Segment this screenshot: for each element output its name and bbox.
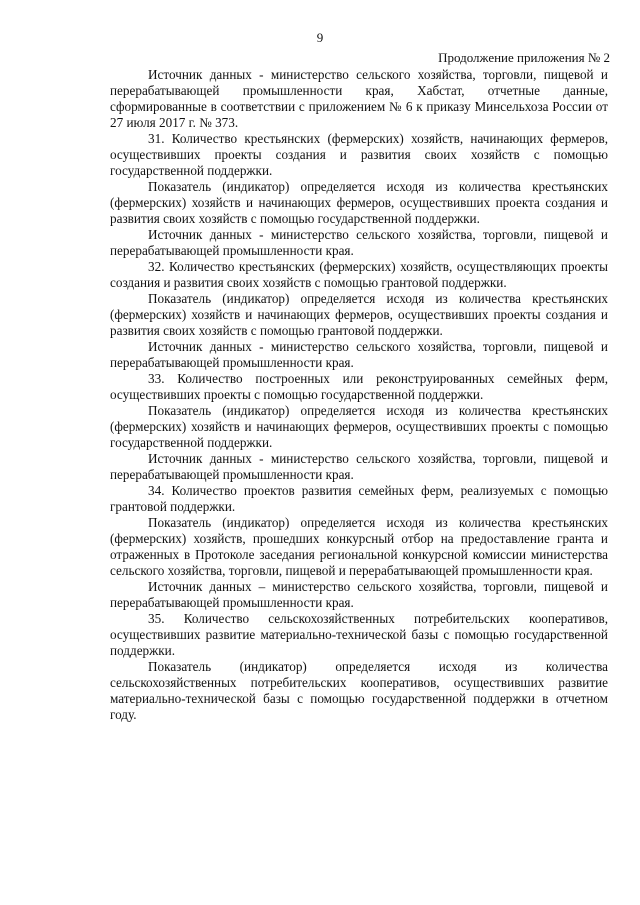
paragraph-indicator: Показатель (индикатор) определяется исходя из количества крестьянских (фермерских) хозяйств и начинающих фермеров, осуществивших проекты создания и развития своих хозяйств с помощью грантовой поддержки. — [110, 291, 608, 338]
paragraph-item-31: 31. Количество крестьянских (фермерских) хозяйств, начинающих фермеров, осуществивших проекты создания и развития своих хозяйств с помощью государственной поддержки. — [110, 131, 608, 178]
paragraph-indicator: Показатель (индикатор) определяется исходя из количества крестьянских (фермерских) хозяйств и начинающих фермеров, осуществивших проекта создания и развития своих хозяйств с помощью государственной поддержки. — [110, 179, 608, 226]
paragraph-item-34: 34. Количество проектов развития семейных ферм, реализуемых с помощью грантовой поддержки. — [110, 483, 608, 514]
paragraph-source: Источник данных - министерство сельского хозяйства, торговли, пищевой и перерабатывающей промышленности края. — [110, 451, 608, 482]
paragraph-source: Источник данных - министерство сельского хозяйства, торговли, пищевой и перерабатывающей промышленности края. — [110, 339, 608, 370]
paragraph-indicator: Показатель (индикатор) определяется исходя из количества крестьянских (фермерских) хозяйств и начинающих фермеров, осуществивших проекты с помощью государственной поддержки. — [110, 403, 608, 450]
paragraph-source: Источник данных – министерство сельского хозяйства, торговли, пищевой и перерабатывающей промышленности края. — [110, 579, 608, 610]
paragraph-source: Источник данных - министерство сельского хозяйства, торговли, пищевой и перерабатывающей промышленности края, Хабстат, отчетные данные, сформированные в соответствии с приложением № 6 к приказу Минсельхоза России от 27 июля 2017 г. № 373. — [110, 67, 608, 130]
paragraph-item-35: 35. Количество сельскохозяйственных потребительских кооперативов, осуществивших развитие материально-технической базы с помощью государственной поддержки. — [110, 611, 608, 658]
paragraph-source: Источник данных - министерство сельского хозяйства, торговли, пищевой и перерабатывающей промышленности края. — [110, 227, 608, 258]
paragraph-item-33: 33. Количество построенных или реконструированных семейных ферм, осуществивших проекты с помощью государственной поддержки. — [110, 371, 608, 402]
document-body — [110, 67, 608, 723]
page-number: 9 — [316, 30, 324, 45]
paragraph-indicator: Показатель (индикатор) определяется исходя из количества сельскохозяйственных потребительских кооперативов, осуществивших развитие материально-технической базы с помощью государственной поддержки в отчетном году. — [110, 659, 608, 722]
paragraph-item-32: 32. Количество крестьянских (фермерских) хозяйств, осуществляющих проекты создания и развития своих хозяйств с помощью грантовой поддержки. — [110, 259, 608, 290]
appendix-continuation-note: Продолжение приложения № 2 — [438, 50, 610, 65]
paragraph-indicator: Показатель (индикатор) определяется исходя из количества крестьянских (фермерских) хозяйств, прошедших конкурсный отбор на предоставление гранта и отраженных в Протоколе заседания региональной конкурсной комиссии министерства сельского хозяйства, торговли, пищевой и перерабатывающей промышленности края. — [110, 515, 608, 578]
